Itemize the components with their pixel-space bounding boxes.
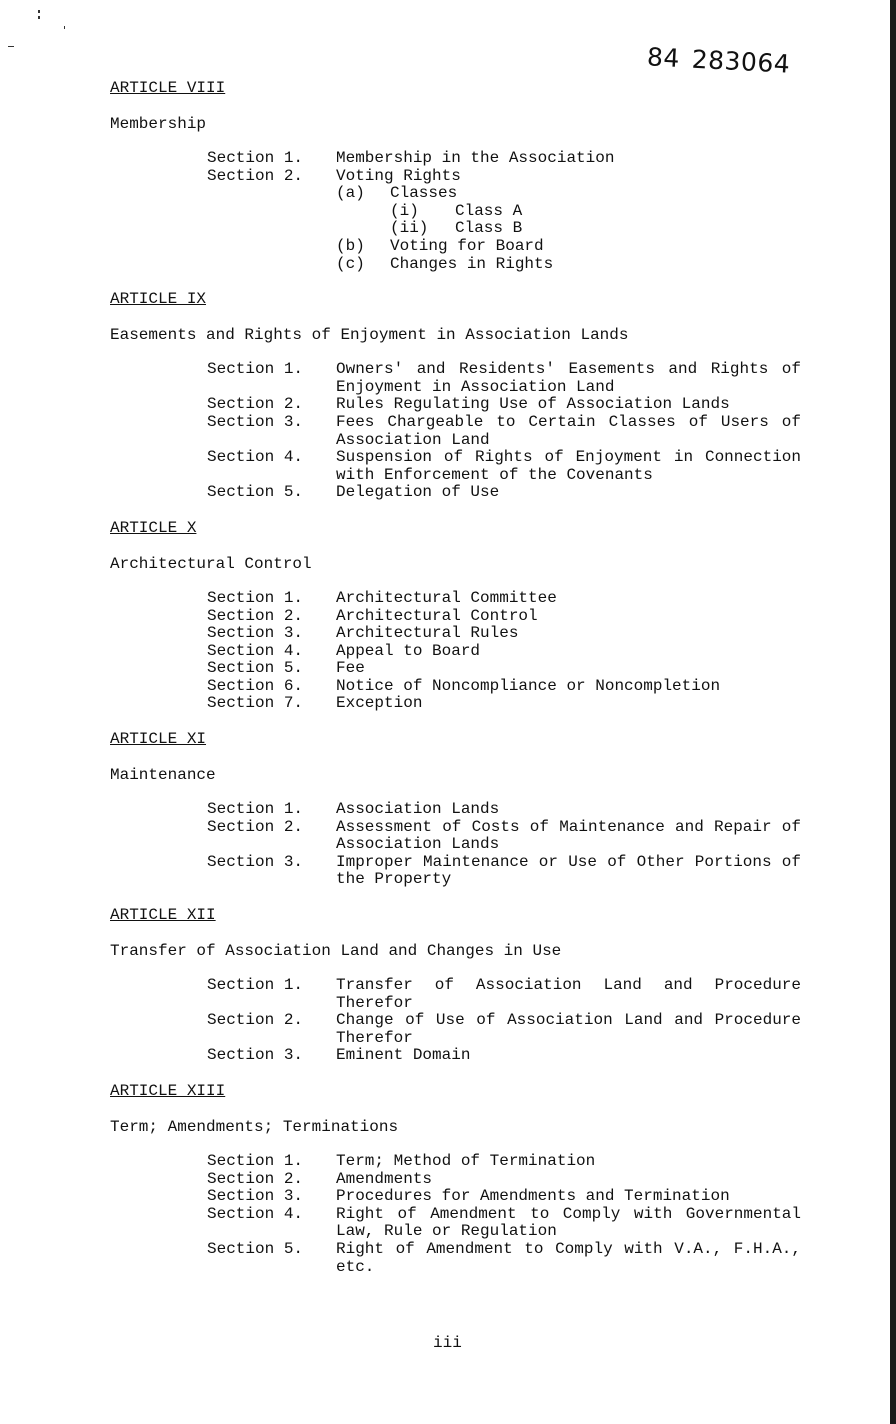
section-label: Section 1. (207, 1152, 304, 1170)
article-block (110, 518, 810, 713)
section-label: Section 1. (207, 360, 304, 379)
subitem-marker: (b) (336, 236, 365, 255)
article-heading: ARTICLE IX (110, 290, 207, 309)
article-block (110, 729, 810, 889)
section-title: Transfer of Association Land and Procedure Therefor (336, 976, 801, 1012)
section-row (207, 977, 801, 1012)
section-row (207, 150, 801, 168)
section-label: Section 2. (207, 395, 304, 414)
article-title: Term; Amendments; Terminations (110, 1118, 399, 1136)
section-list (207, 590, 801, 713)
section-title: Voting Rights (336, 166, 461, 185)
section-row (207, 819, 801, 854)
section-label: Section 7. (207, 694, 304, 713)
section-list (207, 801, 801, 889)
section-title: Owners' and Residents' Easements and Rights of Enjoyment in Association Land (336, 360, 801, 396)
section-title: Association Lands (336, 800, 500, 819)
section-row (207, 1241, 801, 1276)
article-title: Transfer of Association Land and Changes in Use (110, 942, 562, 961)
article-block (110, 905, 810, 1065)
section-label: Section 5. (207, 1239, 304, 1258)
section-title: Membership in the Association (336, 149, 615, 167)
section-title: Term; Method of Termination (336, 1152, 596, 1170)
subitem-text: Class A (455, 201, 523, 220)
article-heading: ARTICLE XII (110, 906, 216, 925)
section-row (207, 695, 801, 713)
section-title: Rules Regulating Use of Association Lands (336, 395, 730, 414)
section-label: Section 2. (207, 166, 304, 185)
section-label: Section 1. (207, 149, 304, 167)
section-title: Assessment of Costs of Maintenance and Repair of Association Lands (336, 817, 801, 854)
section-label: Section 1. (207, 800, 304, 819)
article-title: Membership (110, 115, 207, 133)
section-list (207, 361, 801, 502)
section-label: Section 4. (207, 641, 304, 660)
section-row (207, 168, 801, 186)
section-label: Section 5. (207, 483, 304, 502)
section-row (207, 484, 801, 502)
section-row (207, 678, 801, 696)
article-title: Easements and Rights of Enjoyment in Association Lands (110, 326, 629, 345)
section-title: Right of Amendment to Comply with V.A., F.H.A., etc. (336, 1239, 801, 1276)
section-row (207, 449, 801, 484)
scan-speck (38, 16, 40, 19)
section-row (207, 660, 801, 678)
section-row (207, 608, 801, 626)
stamp-part-1: 84 (646, 42, 681, 73)
section-title: Fees Chargeable to Certain Classes of Users of Association Land (336, 412, 801, 449)
subitem-marker: (i) (390, 201, 419, 220)
section-title: Appeal to Board (336, 641, 481, 660)
article-heading: ARTICLE X (110, 518, 197, 537)
article-heading: ARTICLE XIII (110, 1082, 226, 1100)
subitem-marker: (c) (336, 254, 365, 273)
subitem-row (336, 238, 801, 256)
article-heading: ARTICLE VIII (110, 79, 226, 97)
section-title: Amendments (336, 1169, 433, 1188)
section-title: Improper Maintenance or Use of Other Portions of the Property (336, 852, 801, 889)
section-row (207, 643, 801, 661)
section-label: Section 2. (207, 817, 304, 836)
section-row (207, 1047, 801, 1065)
subitem-marker: (ii) (390, 219, 429, 238)
section-title: Right of Amendment to Comply with Governmental Law, Rule or Regulation (336, 1204, 801, 1241)
subitem-marker: (a) (336, 184, 365, 203)
section-label: Section 6. (207, 676, 304, 695)
scan-speck (64, 26, 65, 29)
article-block (110, 78, 810, 273)
scan-edge (890, 0, 896, 1424)
subitem-row (336, 185, 801, 203)
section-list (207, 977, 801, 1065)
section-label: Section 1. (207, 976, 304, 995)
sub-subitem-row (390, 220, 801, 238)
section-label: Section 3. (207, 1046, 304, 1065)
section-title: Fee (336, 659, 365, 678)
document-stamp-number (646, 42, 791, 78)
scan-speck (8, 46, 14, 47)
table-of-contents (110, 78, 810, 1292)
section-row (207, 1206, 801, 1241)
article-block (110, 289, 810, 502)
article-block (110, 1081, 810, 1276)
section-label: Section 2. (207, 1011, 304, 1030)
section-row (207, 854, 801, 889)
stamp-part-2: 283064 (691, 44, 791, 79)
subitem-text: Changes in Rights (390, 254, 554, 273)
section-title: Procedures for Amendments and Termination (336, 1187, 730, 1206)
section-label: Section 1. (207, 588, 304, 607)
section-list (207, 150, 801, 273)
subitem-text: Class B (455, 219, 523, 238)
section-label: Section 4. (207, 448, 304, 467)
section-title: Suspension of Rights of Enjoyment in Connection with Enforcement of the Covenants (336, 448, 801, 484)
section-label: Section 2. (207, 1169, 304, 1188)
subitem-text: Classes (390, 184, 458, 203)
section-row (207, 414, 801, 449)
section-label: Section 3. (207, 1187, 304, 1206)
scan-speck (38, 10, 40, 13)
section-label: Section 3. (207, 624, 304, 643)
section-title: Delegation of Use (336, 483, 500, 502)
section-row (207, 801, 801, 819)
section-list (207, 1153, 801, 1276)
article-title: Architectural Control (110, 554, 312, 573)
section-row (207, 1171, 801, 1189)
section-label: Section 5. (207, 659, 304, 678)
section-label: Section 3. (207, 852, 304, 871)
section-title: Exception (336, 694, 423, 713)
section-title: Change of Use of Association Land and Procedure Therefor (336, 1011, 801, 1047)
sub-subitem-row (390, 203, 801, 221)
section-title: Architectural Control (336, 606, 538, 625)
section-row (207, 361, 801, 396)
section-row (207, 396, 801, 414)
section-row (207, 625, 801, 643)
section-label: Section 4. (207, 1204, 304, 1223)
section-row (207, 1153, 801, 1171)
section-title: Architectural Committee (336, 588, 557, 607)
subitem-row (336, 256, 801, 274)
section-row (207, 1012, 801, 1047)
article-title: Maintenance (110, 766, 216, 785)
section-title: Eminent Domain (336, 1046, 471, 1065)
section-title: Architectural Rules (336, 624, 519, 643)
section-row (207, 590, 801, 608)
subitem-text: Voting for Board (390, 236, 544, 255)
section-label: Section 3. (207, 412, 304, 431)
section-label: Section 2. (207, 606, 304, 625)
page-number: iii (433, 1334, 462, 1352)
article-heading: ARTICLE XI (110, 730, 207, 749)
section-title: Notice of Noncompliance or Noncompletion (336, 676, 721, 695)
section-row (207, 1188, 801, 1206)
